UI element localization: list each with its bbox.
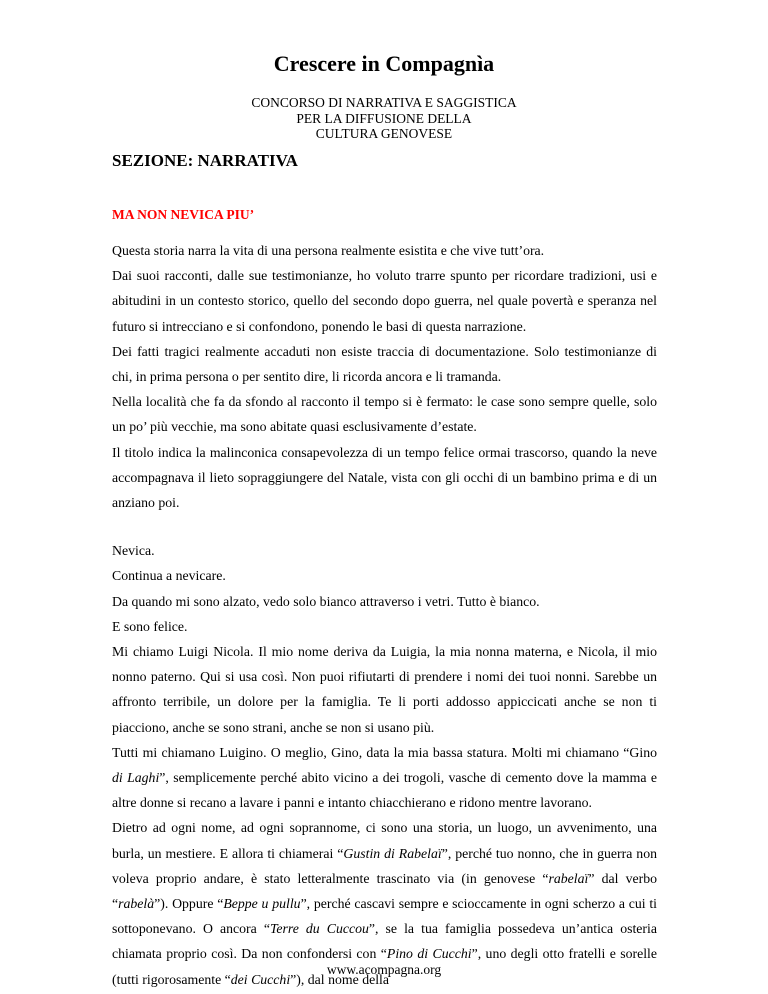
italic-run: rabelà [118, 896, 155, 912]
section-heading: SEZIONE: NARRATIVA [112, 151, 298, 170]
story-title: MA NON NEVICA PIU’ [112, 207, 255, 222]
document-body [112, 238, 657, 992]
text-run: ”, uno degli otto fratelli e sorelle (tutti rigorosamente “ [112, 946, 657, 987]
document-subtitle [0, 95, 768, 142]
subtitle-line: PER LA DIFFUSIONE DELLA [296, 110, 472, 126]
story-paragraph: Mi chiamo Luigi Nicola. Il mio nome deriva da Luigia, la mia nonna materna, e Nicola, il mio nonno paterno. Qui si usa così. Non puoi rifiutarti di prendere i nomi dei tuoi nonni. Sarebbe un affronto terribile, un dolore per la famiglia. Te li porti addosso appiccicati anche se non ti piacciono, anche se sono strani, anche se non si usano più. [112, 644, 657, 735]
intro-paragraph: Il titolo indica la malinconica consapevolezza di un tempo felice ormai trascorso, quando la neve accompagnava il lieto sopraggiungere del Natale, vista con gli occhi di un bambino prima e di un anziano poi. [112, 444, 657, 511]
text-run: ”, perché cascavi sempre e scioccamente in ogni scherzo a cui ti sottoponevano. O ancora “ [112, 896, 657, 937]
text-run: ”, perché tuo nonno, che in guerra non voleva proprio andare, è stato letteralmente trascinato via (in genovese “ [112, 845, 657, 886]
text-run: Tutti mi chiamano Luigino. O meglio, Gino, data la mia bassa statura. Molti mi chiamano “Gino [112, 744, 657, 760]
intro-paragraph: Questa storia narra la vita di una persona realmente esistita e che vive tutt’ora. [112, 243, 545, 258]
story-paragraph: E sono felice. [112, 618, 188, 634]
italic-run: Terre du Cuccou [269, 921, 369, 937]
intro-paragraph: Dei fatti tragici realmente accaduti non esiste traccia di documentazione. Solo testimonianze di chi, in prima persona o per sentito dire, li ricorda ancora e li tramanda. [112, 343, 657, 385]
italic-run: Pino di Cucchi [386, 946, 472, 962]
text-run: Dietro ad ogni nome, ad ogni soprannome, ci sono una storia, un luogo, un avvenimento, una burla, un mestiere. E allora ti chiamerai “ [112, 820, 657, 861]
intro-paragraph: Dai suoi racconti, dalle sue testimonianze, ho voluto trarre spunto per ricordare tradizioni, usi e abitudini in un contesto storico, quello del secondo dopo guerra, nel quale povertà e speranza nel futuro si intrecciano e si confondono, ponendo le basi di questa narrazione. [112, 268, 657, 334]
subtitle-line: CONCORSO DI NARRATIVA E SAGGISTICA [251, 95, 517, 110]
italic-run: Gustin di Rabelaï [343, 845, 442, 861]
text-run: ”). Oppure “ [154, 896, 224, 912]
italic-run: di Laghi [112, 770, 160, 786]
story-paragraph: Continua a nevicare. [112, 568, 226, 584]
story-paragraph: Da quando mi sono alzato, vedo solo bianco attraverso i vetri. Tutto è bianco. [112, 593, 540, 609]
text-run: ” dal verbo “ [112, 870, 657, 912]
story-paragraph [112, 740, 657, 816]
subtitle-line: CULTURA GENOVESE [315, 126, 453, 141]
italic-run: Beppe u pullu [223, 896, 301, 912]
italic-run: rabelaï [548, 870, 589, 886]
italic-run: dei Cucchi [230, 971, 291, 987]
footer-url[interactable]: www.acompagna.org [326, 962, 442, 977]
text-run: ”, semplicemente perché abito vicino a dei trogoli, vasche di cemento dove la mamma e altre donne si recano a lavare i panni e intanto chiacchierano e ridono mentre lavorano. [112, 770, 657, 811]
story-paragraph: Nevica. [112, 543, 155, 559]
text-run: ”), dal nome della [290, 971, 390, 987]
document-title: Crescere in Compagnìa [273, 51, 495, 76]
paragraph-gap [112, 515, 657, 538]
text-run: ”, se la tua famiglia possedeva un’antica osteria chiamata proprio così. Da non confondersi con “ [112, 921, 657, 962]
intro-paragraph: Nella località che fa da sfondo al racconto il tempo si è fermato: le case sono sempre quelle, solo un po’ più vecchie, ma sono abitate quasi esclusivamente d’estate. [112, 394, 657, 435]
